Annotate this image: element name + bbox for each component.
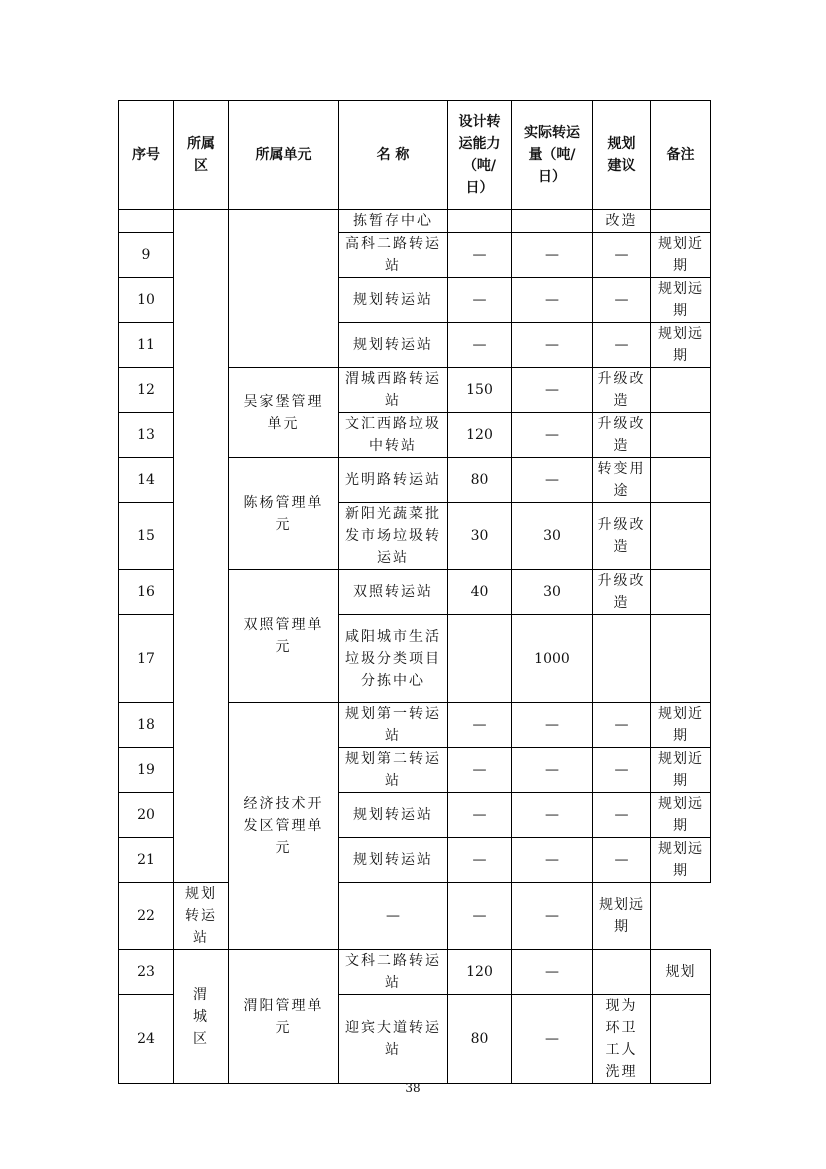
header-cell: 序号: [119, 101, 174, 210]
design-capacity: 80: [448, 458, 512, 503]
plan-suggestion: —: [593, 748, 651, 793]
design-capacity: 120: [448, 950, 512, 995]
station-name: 规划转运站: [339, 838, 448, 883]
station-name: 新阳光蔬菜批发市场垃圾转运站: [339, 503, 448, 570]
plan-suggestion: —: [593, 323, 651, 368]
station-name: 规划转运站: [339, 278, 448, 323]
design-capacity: 80: [448, 995, 512, 1084]
station-name: 高科二路转运站: [339, 233, 448, 278]
unit-cell: 陈杨管理单元: [229, 458, 339, 570]
remark: 规划远期: [651, 793, 711, 838]
design-capacity: —: [448, 793, 512, 838]
remark: 规划: [651, 950, 711, 995]
table-row: [119, 950, 711, 995]
design-capacity: 30: [448, 503, 512, 570]
design-capacity: [448, 615, 512, 703]
row-number: 10: [119, 278, 174, 323]
design-capacity: —: [448, 838, 512, 883]
remark: [651, 570, 711, 615]
actual-volume: —: [512, 413, 593, 458]
station-name: 规划转运站: [339, 323, 448, 368]
design-capacity: 120: [448, 413, 512, 458]
table-row: [119, 883, 711, 950]
remark: 规划远期: [651, 838, 711, 883]
remark: [651, 503, 711, 570]
design-capacity: —: [448, 748, 512, 793]
actual-volume: [512, 210, 593, 233]
remark: [651, 995, 711, 1084]
plan-suggestion: —: [593, 838, 651, 883]
header-cell: 备注: [651, 101, 711, 210]
header-cell: 所属单元: [229, 101, 339, 210]
actual-volume: —: [512, 950, 593, 995]
plan-suggestion: —: [593, 233, 651, 278]
plan-suggestion: [593, 950, 651, 995]
row-number: 23: [119, 950, 174, 995]
district-cell: [174, 210, 229, 883]
actual-volume: —: [512, 703, 593, 748]
remark: 规划近期: [651, 703, 711, 748]
remark: 规划远期: [651, 278, 711, 323]
row-number: 24: [119, 995, 174, 1084]
actual-volume: —: [512, 233, 593, 278]
remark: [651, 368, 711, 413]
actual-volume: —: [512, 278, 593, 323]
actual-volume: 1000: [512, 615, 593, 703]
unit-cell: 吴家堡管理单元: [229, 368, 339, 458]
actual-volume: —: [448, 883, 512, 950]
district-cell: 渭城区: [174, 950, 229, 1084]
plan-suggestion: 升级改造: [593, 368, 651, 413]
header-cell: 实际转运量（吨/日）: [512, 101, 593, 210]
header-cell: 设计转运能力（吨/日）: [448, 101, 512, 210]
actual-volume: —: [512, 458, 593, 503]
remark: [651, 615, 711, 703]
remark: 规划近期: [651, 748, 711, 793]
design-capacity: —: [448, 278, 512, 323]
row-number: 15: [119, 503, 174, 570]
row-number: 22: [119, 883, 174, 950]
actual-volume: —: [512, 323, 593, 368]
station-name: 文汇西路垃圾中转站: [339, 413, 448, 458]
plan-suggestion: —: [593, 703, 651, 748]
station-name: 渭城西路转运站: [339, 368, 448, 413]
header-row: [119, 101, 711, 210]
table-row: [119, 210, 711, 233]
row-number: 13: [119, 413, 174, 458]
header-cell: 所属区: [174, 101, 229, 210]
station-name: 规划第二转运站: [339, 748, 448, 793]
header-cell: 规划建议: [593, 101, 651, 210]
actual-volume: —: [512, 995, 593, 1084]
remark: [651, 210, 711, 233]
station-name: 规划第一转运站: [339, 703, 448, 748]
station-name: 迎宾大道转运站: [339, 995, 448, 1084]
plan-suggestion: —: [593, 278, 651, 323]
plan-suggestion: —: [593, 793, 651, 838]
station-name: 双照转运站: [339, 570, 448, 615]
row-number: 16: [119, 570, 174, 615]
station-name: 文科二路转运站: [339, 950, 448, 995]
remark: 规划远期: [593, 883, 651, 950]
row-number: 17: [119, 615, 174, 703]
actual-volume: 30: [512, 570, 593, 615]
design-capacity: —: [448, 323, 512, 368]
plan-suggestion: 升级改造: [593, 570, 651, 615]
plan-suggestion: [593, 615, 651, 703]
row-number: 11: [119, 323, 174, 368]
design-capacity: 40: [448, 570, 512, 615]
station-name: 咸阳城市生活垃圾分类项目分拣中心: [339, 615, 448, 703]
transfer-station-table: [118, 100, 711, 1084]
design-capacity: —: [448, 703, 512, 748]
plan-suggestion: —: [512, 883, 593, 950]
unit-cell: 经济技术开发区管理单元: [229, 703, 339, 950]
plan-suggestion: 现为环卫工人洗理: [593, 995, 651, 1084]
row-number: 12: [119, 368, 174, 413]
row-number: 21: [119, 838, 174, 883]
design-capacity: —: [448, 233, 512, 278]
actual-volume: 30: [512, 503, 593, 570]
unit-cell: 双照管理单元: [229, 570, 339, 703]
actual-volume: —: [512, 368, 593, 413]
row-number: 14: [119, 458, 174, 503]
design-capacity: [448, 210, 512, 233]
remark: 规划远期: [651, 323, 711, 368]
unit-cell: 渭阳管理单元: [229, 950, 339, 1084]
remark: 规划近期: [651, 233, 711, 278]
remark: [651, 458, 711, 503]
row-number: 18: [119, 703, 174, 748]
page-number: 38: [405, 1081, 421, 1095]
remark: [651, 413, 711, 458]
unit-cell: [229, 210, 339, 368]
plan-suggestion: 升级改造: [593, 503, 651, 570]
row-number: [119, 210, 174, 233]
row-number: 9: [119, 233, 174, 278]
row-number: 19: [119, 748, 174, 793]
plan-suggestion: 升级改造: [593, 413, 651, 458]
station-name: 规划转运站: [339, 793, 448, 838]
plan-suggestion: 转变用途: [593, 458, 651, 503]
design-capacity: —: [339, 883, 448, 950]
actual-volume: —: [512, 793, 593, 838]
header-cell: 名 称: [339, 101, 448, 210]
station-name: 光明路转运站: [339, 458, 448, 503]
station-name: 规划转运站: [174, 883, 229, 950]
row-number: 20: [119, 793, 174, 838]
actual-volume: —: [512, 838, 593, 883]
actual-volume: —: [512, 748, 593, 793]
plan-suggestion: 改造: [593, 210, 651, 233]
station-name: 拣暂存中心: [339, 210, 448, 233]
design-capacity: 150: [448, 368, 512, 413]
